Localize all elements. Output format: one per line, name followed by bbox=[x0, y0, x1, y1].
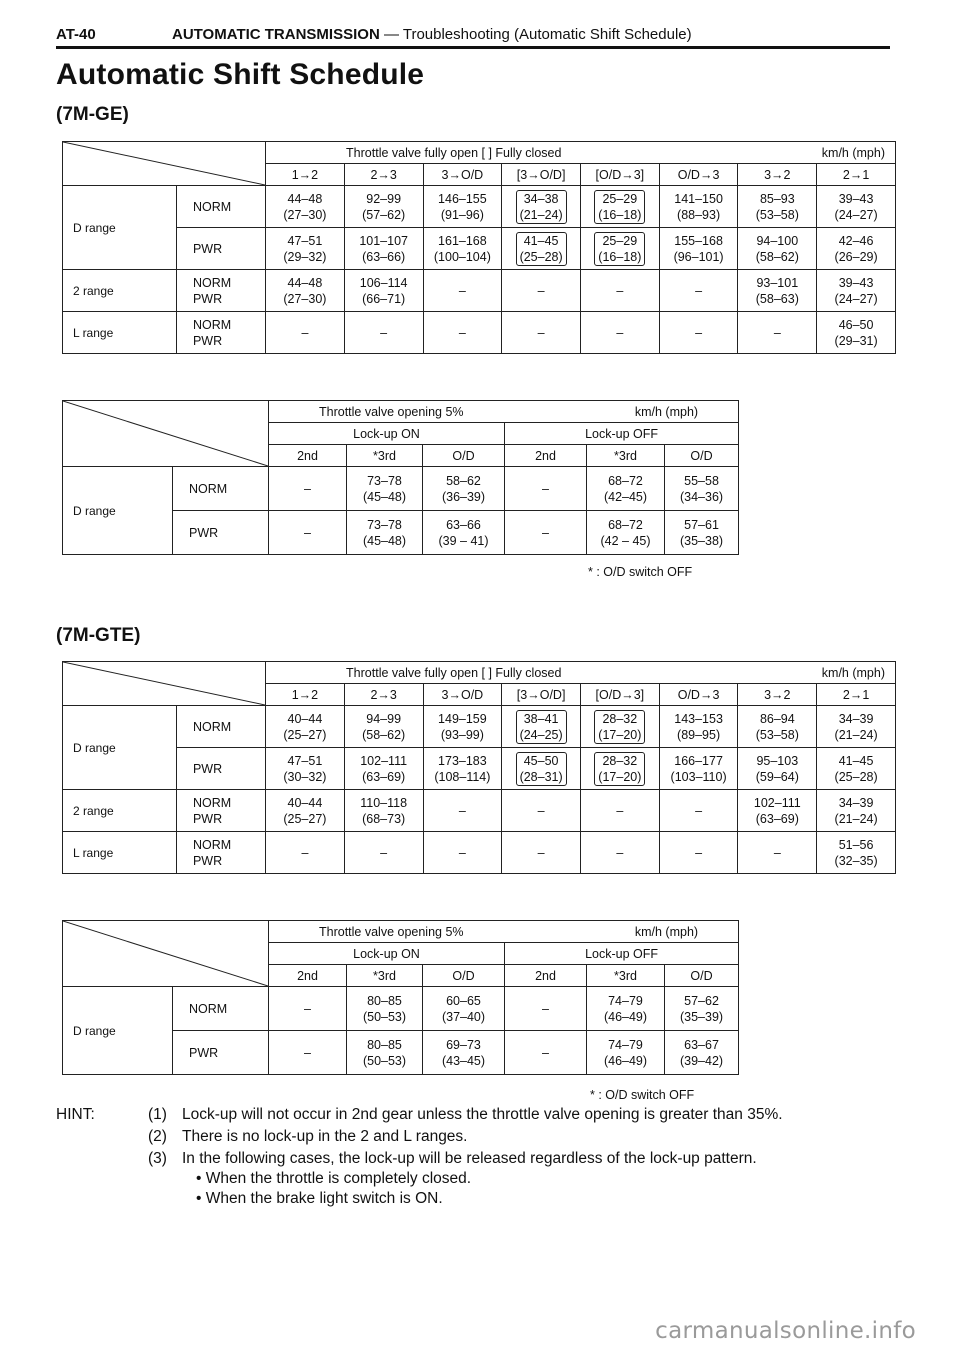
table-corner-diagonal bbox=[63, 662, 266, 706]
lockup-table bbox=[62, 920, 739, 1075]
value-cell-text: 46–50 (29–31) bbox=[834, 317, 878, 348]
value-cell-text: – bbox=[537, 845, 545, 860]
lockup-on-header: Lock-up ON bbox=[269, 423, 505, 445]
value-cell-text: – bbox=[695, 283, 703, 298]
value-cell-text: 39–43 (24–27) bbox=[834, 275, 878, 306]
value-cell-text: 102–111 (63–69) bbox=[753, 795, 801, 826]
value-cell-text: – bbox=[537, 803, 545, 818]
mode-labels: NORM PWR bbox=[176, 832, 265, 874]
gear-column-header: 2nd bbox=[505, 965, 587, 987]
lockup-table-heading: Throttle valve opening 5% km/h (mph) bbox=[269, 921, 739, 943]
value-cell-text: – bbox=[380, 845, 388, 860]
value-cell-text: – bbox=[773, 845, 781, 860]
value-cell-text: – bbox=[542, 525, 549, 540]
mode-label: PWR bbox=[173, 1031, 269, 1075]
value-cell-text: 155–168 (96–101) bbox=[673, 233, 724, 264]
value-cell-text: 93–101 (58–63) bbox=[755, 275, 799, 306]
shift-column-header: O/D→3 bbox=[659, 684, 738, 706]
value-cell-text: – bbox=[458, 803, 466, 818]
gear-column-header: O/D bbox=[423, 445, 505, 467]
value-cell-text: 80–85 (50–53) bbox=[362, 1037, 407, 1068]
value-cell-text: 110–118 (68–73) bbox=[360, 795, 408, 826]
range-label: D range bbox=[63, 467, 173, 555]
mode-label: NORM bbox=[176, 186, 265, 228]
value-cell-text: 92–99 (57–62) bbox=[362, 191, 406, 222]
mode-labels: NORM PWR bbox=[176, 270, 265, 312]
value-cell-text: – bbox=[616, 845, 624, 860]
value-cell-text: – bbox=[458, 325, 466, 340]
gear-column-header: O/D bbox=[423, 965, 505, 987]
value-cell-text: 55–58 (34–36) bbox=[679, 473, 724, 504]
mode-label: PWR bbox=[176, 228, 265, 270]
value-cell-text: 141–150 (88–93) bbox=[674, 191, 723, 222]
value-cell-text: 44–48 (27–30) bbox=[283, 191, 327, 222]
value-cell-text: 57–62 (35–39) bbox=[679, 993, 724, 1024]
value-cell-text: 143–153 (89–95) bbox=[674, 711, 723, 742]
value-cell-text: 28–32 (17–20) bbox=[594, 752, 645, 786]
mode-label: NORM bbox=[173, 987, 269, 1031]
value-cell-text: 40–44 (25–27) bbox=[283, 795, 327, 826]
value-cell-text: 68–72 (42–45) bbox=[603, 473, 648, 504]
shift-column-header: [3→O/D] bbox=[502, 684, 581, 706]
mode-label: NORM bbox=[176, 706, 265, 748]
value-cell-text: 69–73 (43–45) bbox=[441, 1037, 486, 1068]
value-cell-text: – bbox=[695, 803, 703, 818]
value-cell-text: 34–39 (21–24) bbox=[834, 711, 878, 742]
shift-column-header: [O/D→3] bbox=[580, 684, 659, 706]
gear-column-header: *3rd bbox=[587, 445, 665, 467]
od-switch-note-2: * : O/D switch OFF bbox=[590, 1088, 695, 1102]
value-cell-text: 25–29 (16–18) bbox=[594, 190, 645, 224]
shift-column-header: 3→2 bbox=[738, 684, 817, 706]
gear-column-header: 2nd bbox=[269, 445, 347, 467]
value-cell-text: 73–78 (45–48) bbox=[362, 473, 407, 504]
value-cell-text: 95–103 (59–64) bbox=[755, 753, 799, 784]
unit-label: km/h (mph) bbox=[634, 404, 699, 419]
shift-column-header: 2→3 bbox=[344, 164, 423, 186]
range-label: D range bbox=[63, 987, 173, 1075]
full-throttle-table bbox=[62, 661, 896, 874]
value-cell-text: – bbox=[616, 803, 624, 818]
value-cell-text: 47–51 (30–32) bbox=[283, 753, 327, 784]
gear-column-header: O/D bbox=[665, 445, 739, 467]
value-cell-text: – bbox=[542, 481, 549, 496]
hint-bullet-2: • When the brake light switch is ON. bbox=[196, 1190, 443, 1207]
gear-column-header: *3rd bbox=[347, 965, 423, 987]
value-cell-text: 63–67 (39–42) bbox=[679, 1037, 724, 1068]
value-cell-text: – bbox=[304, 1001, 311, 1016]
hint-bullet-1: • When the throttle is completely closed. bbox=[196, 1170, 472, 1187]
value-cell-text: – bbox=[695, 325, 703, 340]
gear-column-header: 2nd bbox=[505, 445, 587, 467]
value-cell-text: 85–93 (53–58) bbox=[755, 191, 799, 222]
value-cell-text: 51–56 (32–35) bbox=[834, 837, 878, 868]
range-label: L range bbox=[63, 832, 177, 874]
value-cell-text: 40–44 (25–27) bbox=[283, 711, 327, 742]
value-cell-text: – bbox=[304, 1045, 311, 1060]
value-cell-text: – bbox=[537, 283, 545, 298]
table-corner-diagonal bbox=[63, 921, 269, 987]
table-corner-diagonal bbox=[63, 401, 269, 467]
shift-column-header: 1→2 bbox=[266, 684, 345, 706]
value-cell-text: – bbox=[695, 845, 703, 860]
value-cell-text: – bbox=[773, 325, 781, 340]
mode-labels: NORM PWR bbox=[176, 790, 265, 832]
unit-label: km/h (mph) bbox=[634, 924, 699, 939]
value-cell-text: – bbox=[304, 481, 311, 496]
value-cell-text: 94–99 (58–62) bbox=[362, 711, 406, 742]
value-cell-text: 38–41 (24–25) bbox=[516, 710, 567, 744]
hint-text-2: There is no lock-up in the 2 and L ranges. bbox=[182, 1128, 468, 1145]
mode-label: PWR bbox=[176, 748, 265, 790]
lockup-on-header: Lock-up ON bbox=[269, 943, 505, 965]
value-cell-text: 41–45 (25–28) bbox=[516, 232, 567, 266]
value-cell-text: – bbox=[458, 845, 466, 860]
shift-column-header: O/D→3 bbox=[659, 164, 738, 186]
value-cell-text: – bbox=[537, 325, 545, 340]
range-label: L range bbox=[63, 312, 177, 354]
full-table-heading: Throttle valve fully open [ ] Fully closed km/h (mph) bbox=[266, 142, 896, 164]
value-cell-text: 57–61 (35–38) bbox=[679, 517, 724, 548]
value-cell-text: 146–155 (91–96) bbox=[438, 191, 487, 222]
value-cell-text: 106–114 (66–71) bbox=[359, 275, 408, 306]
hint-label: HINT: bbox=[56, 1106, 95, 1123]
value-cell-text: 94–100 (58–62) bbox=[755, 233, 799, 264]
value-cell-text: 149–159 (93–99) bbox=[438, 711, 487, 742]
hint-num-1: (1) bbox=[148, 1106, 167, 1123]
lockup-off-header: Lock-up OFF bbox=[505, 943, 739, 965]
value-cell-text: 63–66 (39 – 41) bbox=[438, 517, 489, 548]
value-cell-text: 68–72 (42 – 45) bbox=[600, 517, 651, 548]
mode-label: NORM bbox=[173, 467, 269, 511]
shift-column-header: 2→1 bbox=[817, 684, 896, 706]
value-cell-text: 34–39 (21–24) bbox=[834, 795, 878, 826]
section-title: AUTOMATIC TRANSMISSION — Troubleshooting (Automatic Shift Schedule) bbox=[172, 26, 692, 43]
shift-column-header: [3→O/D] bbox=[502, 164, 581, 186]
value-cell-text: – bbox=[380, 325, 388, 340]
value-cell-text: – bbox=[301, 325, 309, 340]
value-cell-text: – bbox=[304, 525, 311, 540]
value-cell-text: – bbox=[542, 1001, 549, 1016]
value-cell-text: 101–107 (63–66) bbox=[359, 233, 408, 264]
unit-label: km/h (mph) bbox=[821, 145, 885, 160]
value-cell-text: 166–177 (103–110) bbox=[670, 753, 727, 784]
gear-column-header: O/D bbox=[665, 965, 739, 987]
gear-column-header: *3rd bbox=[587, 965, 665, 987]
value-cell-text: 42–46 (26–29) bbox=[834, 233, 878, 264]
range-label: 2 range bbox=[63, 790, 177, 832]
engine-title-2: (7M-GTE) bbox=[56, 625, 141, 646]
lockup-off-header: Lock-up OFF bbox=[505, 423, 739, 445]
shift-column-header: 3→O/D bbox=[423, 684, 502, 706]
value-cell-text: 34–38 (21–24) bbox=[516, 190, 567, 224]
value-cell-text: – bbox=[616, 325, 624, 340]
mode-label: PWR bbox=[173, 511, 269, 555]
lockup-table bbox=[62, 400, 739, 555]
value-cell-text: 73–78 (45–48) bbox=[362, 517, 407, 548]
value-cell-text: 41–45 (25–28) bbox=[834, 753, 878, 784]
value-cell-text: 25–29 (16–18) bbox=[594, 232, 645, 266]
hint-num-3: (3) bbox=[148, 1150, 167, 1167]
value-cell-text: 44–48 (27–30) bbox=[283, 275, 327, 306]
value-cell-text: 102–111 (63–69) bbox=[360, 753, 408, 784]
hint-block bbox=[56, 1104, 916, 1207]
table-corner-diagonal bbox=[63, 142, 266, 186]
value-cell-text: 86–94 (53–58) bbox=[755, 711, 799, 742]
value-cell-text: – bbox=[301, 845, 309, 860]
value-cell-text: 28–32 (17–20) bbox=[594, 710, 645, 744]
page-title: Automatic Shift Schedule bbox=[56, 58, 425, 91]
value-cell-text: 161–168 (100–104) bbox=[433, 233, 491, 264]
engine-title-1: (7M-GE) bbox=[56, 104, 129, 125]
value-cell-text: 80–85 (50–53) bbox=[362, 993, 407, 1024]
shift-column-header: 1→2 bbox=[266, 164, 345, 186]
value-cell-text: 60–65 (37–40) bbox=[441, 993, 486, 1024]
range-label: D range bbox=[63, 186, 177, 270]
hint-text-3: In the following cases, the lock-up will be released regardless of the lock-up pattern. bbox=[182, 1150, 757, 1167]
shift-column-header: 2→3 bbox=[344, 684, 423, 706]
hint-text-1: Lock-up will not occur in 2nd gear unless the throttle valve opening is greater than 35%. bbox=[182, 1106, 783, 1123]
value-cell-text: 74–79 (46–49) bbox=[603, 993, 648, 1024]
shift-column-header: [O/D→3] bbox=[580, 164, 659, 186]
hint-num-2: (2) bbox=[148, 1128, 167, 1145]
page-number: AT-40 bbox=[56, 26, 96, 43]
shift-column-header: 3→O/D bbox=[423, 164, 502, 186]
watermark: carmanualsonline.info bbox=[655, 1318, 916, 1344]
gear-column-header: 2nd bbox=[269, 965, 347, 987]
gear-column-header: *3rd bbox=[347, 445, 423, 467]
value-cell-text: 173–183 (108–114) bbox=[434, 753, 491, 784]
value-cell-text: 39–43 (24–27) bbox=[834, 191, 878, 222]
value-cell-text: 47–51 (29–32) bbox=[283, 233, 327, 264]
value-cell-text: – bbox=[616, 283, 624, 298]
range-label: D range bbox=[63, 706, 177, 790]
page-header bbox=[56, 26, 890, 49]
shift-column-header: 3→2 bbox=[738, 164, 817, 186]
od-switch-note-1: * : O/D switch OFF bbox=[588, 565, 693, 579]
mode-labels: NORM PWR bbox=[176, 312, 265, 354]
range-label: 2 range bbox=[63, 270, 177, 312]
value-cell-text: 74–79 (46–49) bbox=[603, 1037, 648, 1068]
value-cell-text: – bbox=[542, 1045, 549, 1060]
unit-label: km/h (mph) bbox=[821, 665, 885, 680]
shift-column-header: 2→1 bbox=[817, 164, 896, 186]
value-cell-text: 58–62 (36–39) bbox=[441, 473, 486, 504]
full-throttle-table bbox=[62, 141, 896, 354]
value-cell-text: 45–50 (28–31) bbox=[516, 752, 567, 786]
value-cell-text: – bbox=[458, 283, 466, 298]
lockup-table-heading: Throttle valve opening 5% km/h (mph) bbox=[269, 401, 739, 423]
full-table-heading: Throttle valve fully open [ ] Fully closed km/h (mph) bbox=[266, 662, 896, 684]
